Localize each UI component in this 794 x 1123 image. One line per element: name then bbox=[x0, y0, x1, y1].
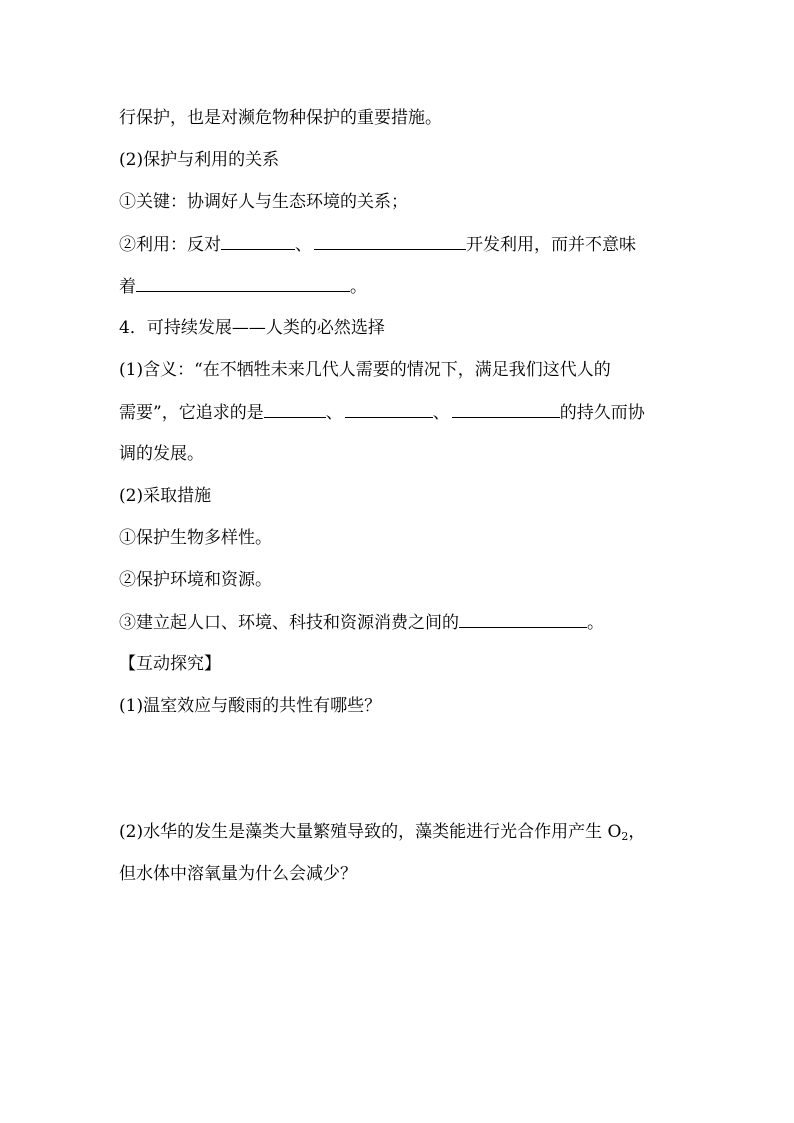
text-line-meaning-end: 调的发展。 bbox=[119, 444, 204, 464]
text-segment: (2)水华的发生是藻类大量繁殖导致的，藻类能进行光合作用产生 O bbox=[119, 822, 622, 842]
text-segment: 开发利用，而并不意味 bbox=[466, 235, 636, 255]
text-segment: ， bbox=[628, 822, 646, 842]
text-line-measure-1: ①保护生物多样性。 bbox=[119, 528, 272, 548]
fill-blank-3[interactable] bbox=[136, 274, 350, 292]
text-segment: ②利用：反对 bbox=[119, 235, 221, 255]
text-line-1: 行保护，也是对濒危物种保护的重要措施。 bbox=[119, 108, 442, 128]
text-segment: 。 bbox=[587, 613, 604, 633]
fill-blank-6[interactable] bbox=[452, 400, 560, 418]
text-segment: 着 bbox=[119, 277, 136, 297]
text-segment: 、 bbox=[432, 403, 450, 423]
subscript: 2 bbox=[621, 830, 629, 843]
text-segment: 需要”，它追求的是 bbox=[119, 403, 264, 423]
text-segment: 、 bbox=[325, 403, 343, 423]
question-2-cont: 但水体中溶氧量为什么会减少？ bbox=[119, 864, 357, 884]
text-line-measure-3 bbox=[119, 610, 604, 635]
text-segment: 。 bbox=[350, 277, 367, 297]
text-line-key: ①关键：协调好人与生态环境的关系； bbox=[119, 192, 408, 212]
question-2 bbox=[119, 820, 645, 849]
fill-blank-7[interactable] bbox=[459, 610, 587, 628]
section-heading-interactive: 【互动探究】 bbox=[119, 654, 221, 674]
text-line-meaning-cont bbox=[119, 400, 645, 425]
text-line-use-cont bbox=[119, 274, 367, 299]
fill-blank-5[interactable] bbox=[345, 400, 433, 418]
question-1: (1)温室效应与酸雨的共性有哪些？ bbox=[119, 696, 382, 716]
section-heading-measures: (2)采取措施 bbox=[119, 486, 212, 506]
fill-blank-4[interactable] bbox=[264, 400, 326, 418]
section-heading-protect-use: (2)保护与利用的关系 bbox=[119, 150, 280, 170]
text-segment: 、 bbox=[295, 235, 312, 255]
section-heading-sustainable: 4．可持续发展——人类的必然选择 bbox=[119, 318, 385, 338]
fill-blank-2[interactable] bbox=[314, 232, 466, 250]
text-line-use bbox=[119, 232, 636, 257]
text-segment: ③建立起人口、环境、科技和资源消费之间的 bbox=[119, 613, 459, 633]
text-line-meaning: (1)含义：“在不牺牲未来几代人需要的情况下，满足我们这代人的 bbox=[119, 360, 611, 380]
text-segment: 的持久而协 bbox=[559, 403, 645, 423]
fill-blank-1[interactable] bbox=[221, 232, 295, 250]
text-line-measure-2: ②保护环境和资源。 bbox=[119, 570, 272, 590]
